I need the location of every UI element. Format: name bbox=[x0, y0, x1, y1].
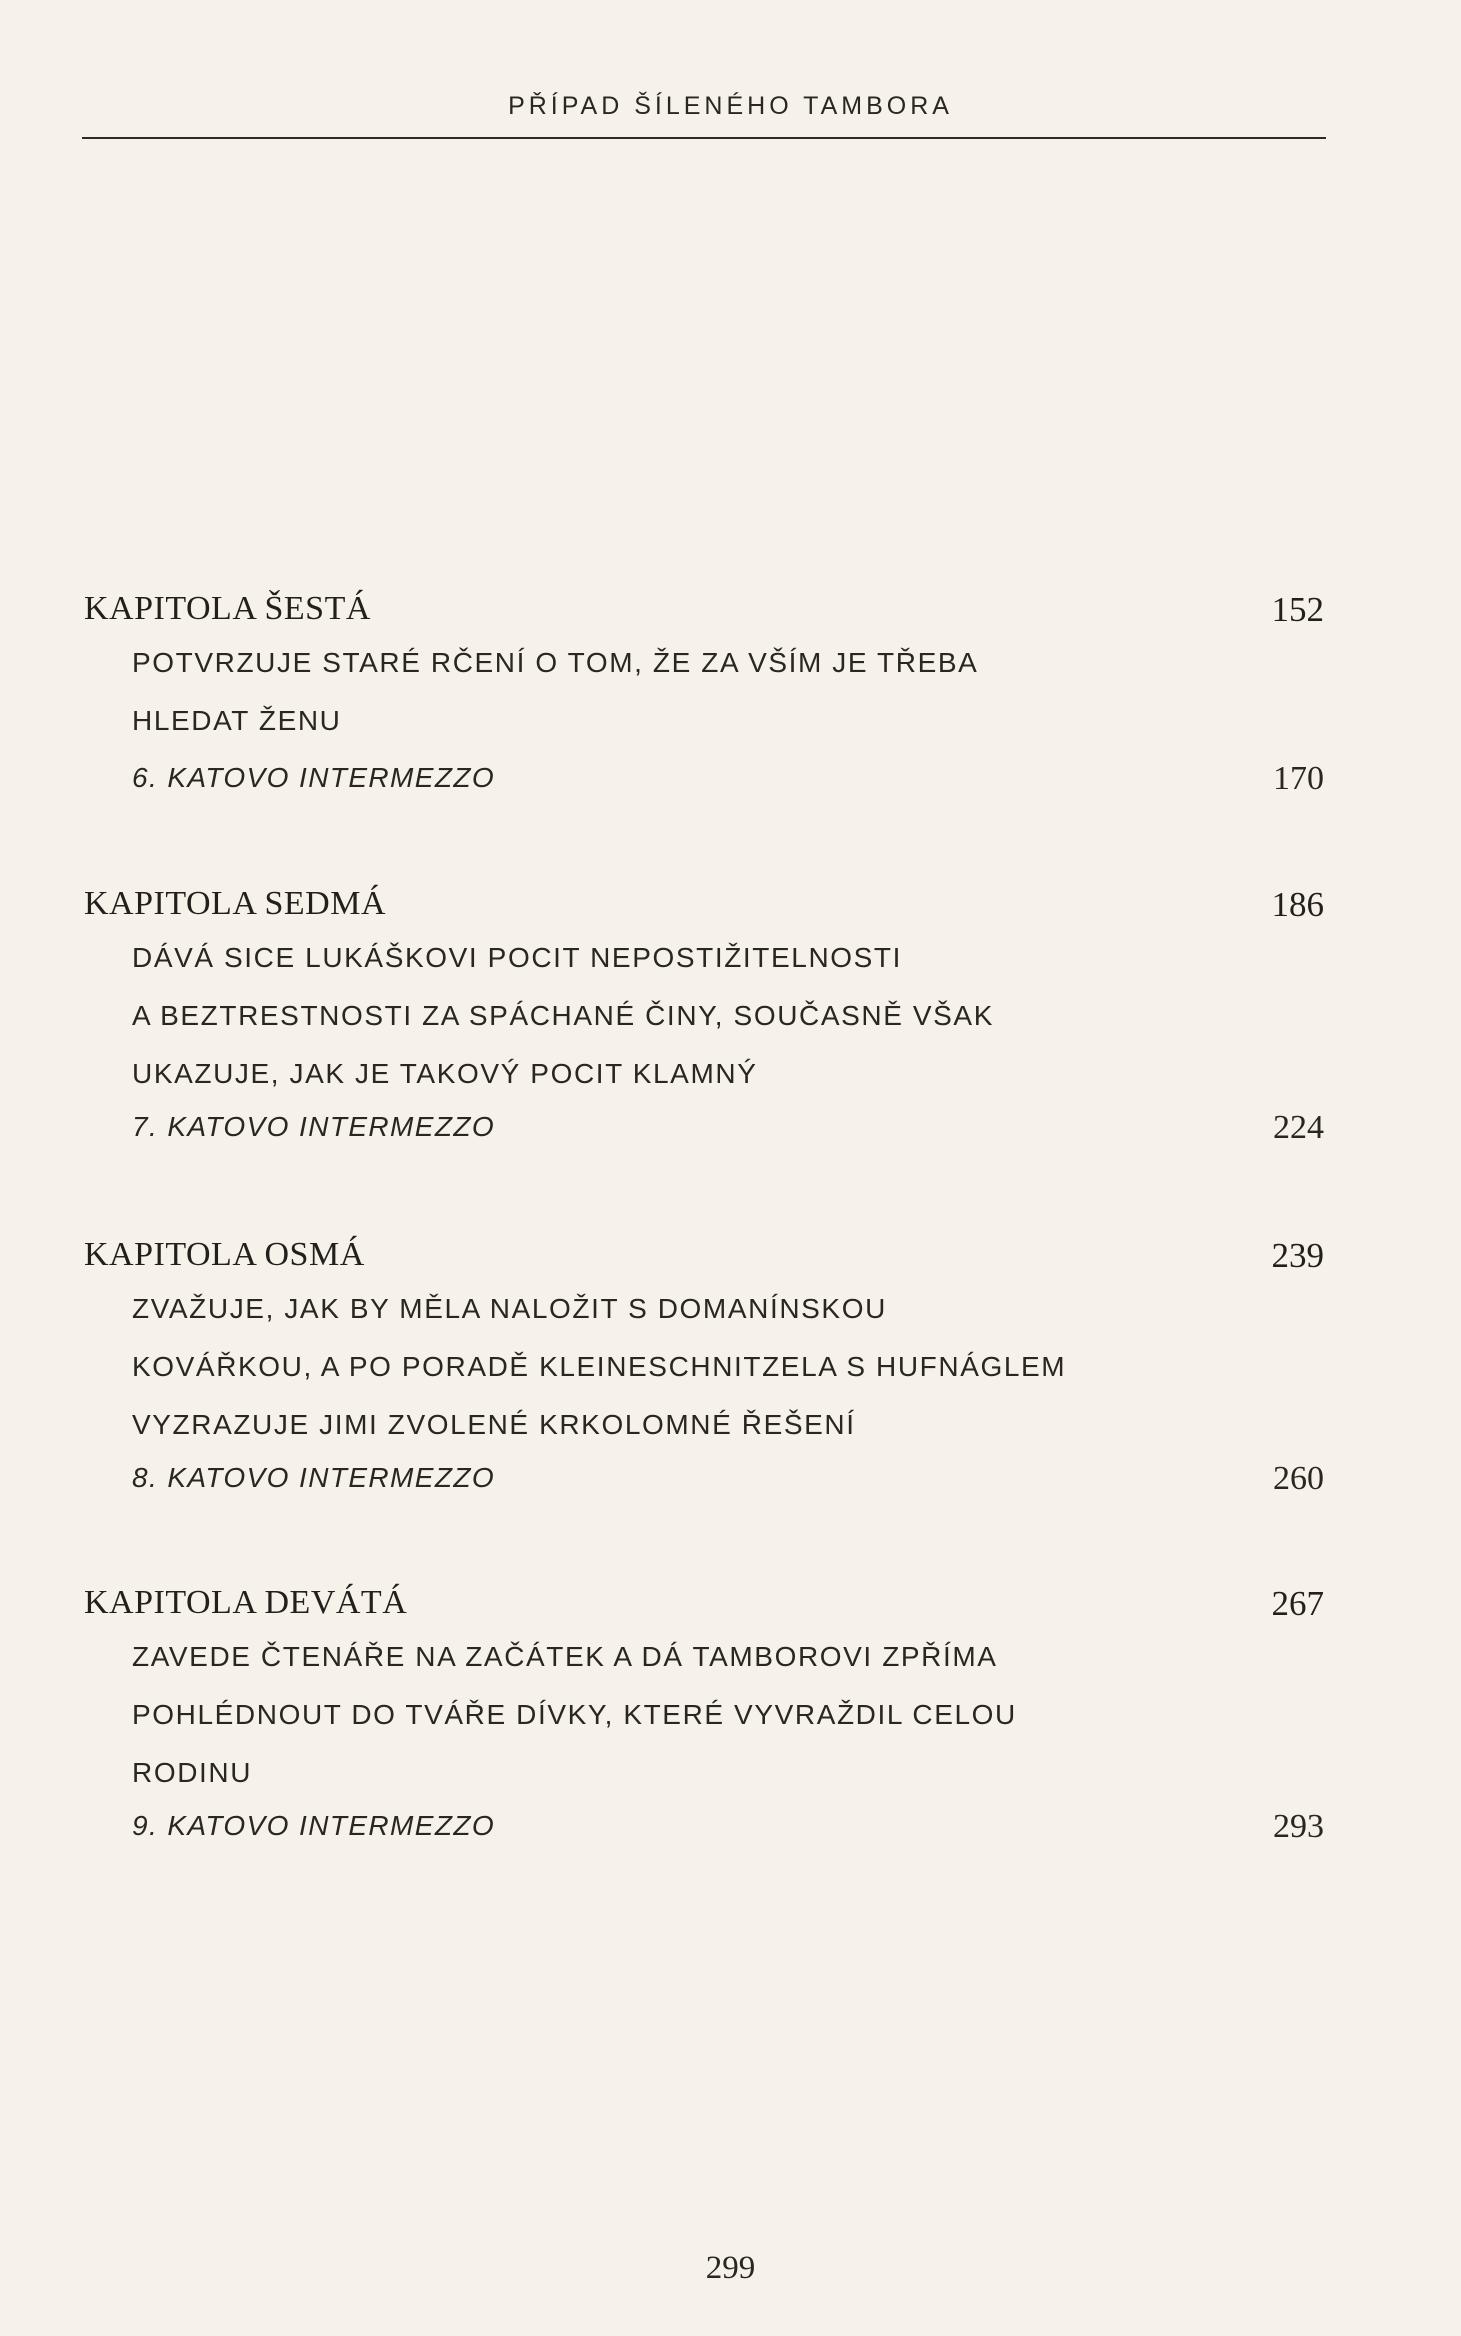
chapter-heading bbox=[84, 590, 1324, 640]
description-line: RODINU bbox=[132, 1757, 253, 1788]
intermezzo-page-number: 260 bbox=[1273, 1460, 1324, 1497]
chapter-description bbox=[132, 1280, 1272, 1454]
intermezzo-entry bbox=[132, 762, 1324, 812]
intermezzo-title: 8. KATOVO INTERMEZZO bbox=[132, 1462, 496, 1493]
description-line: DÁVÁ SICE LUKÁŠKOVI POCIT NEPOSTIŽITELNOSTI bbox=[132, 942, 903, 973]
chapter-page-number: 239 bbox=[1271, 1236, 1324, 1275]
chapter-page-number: 267 bbox=[1271, 1584, 1324, 1623]
description-line: ZVAŽUJE, JAK BY MĚLA NALOŽIT S DOMANÍNSKOU bbox=[132, 1293, 887, 1324]
description-line: KOVÁŘKOU, A PO PORADĚ KLEINESCHNITZELA S HUFNÁGLEM bbox=[132, 1351, 1067, 1382]
chapter-title: KAPITOLA ŠESTÁ bbox=[84, 590, 371, 627]
chapter-page-number: 152 bbox=[1271, 590, 1324, 629]
intermezzo-entry bbox=[132, 1111, 1324, 1161]
chapter-title: KAPITOLA OSMÁ bbox=[84, 1236, 365, 1273]
intermezzo-page-number: 293 bbox=[1273, 1808, 1324, 1845]
running-head: PŘÍPAD ŠÍLENÉHO TAMBORA bbox=[508, 92, 953, 120]
intermezzo-title: 6. KATOVO INTERMEZZO bbox=[132, 762, 496, 793]
chapter-title: KAPITOLA SEDMÁ bbox=[84, 885, 387, 922]
chapter-heading bbox=[84, 1236, 1324, 1286]
description-line: UKAZUJE, JAK JE TAKOVÝ POCIT KLAMNÝ bbox=[132, 1058, 758, 1089]
chapter-heading bbox=[84, 1584, 1324, 1634]
page-number: 299 bbox=[705, 2250, 756, 2286]
chapter-description bbox=[132, 1628, 1272, 1802]
description-line: POTVRZUJE STARÉ RČENÍ O TOM, ŽE ZA VŠÍM JE TŘEBA bbox=[132, 647, 979, 678]
chapter-title: KAPITOLA DEVÁTÁ bbox=[84, 1584, 408, 1621]
chapter-description bbox=[132, 929, 1272, 1103]
intermezzo-page-number: 224 bbox=[1273, 1109, 1324, 1146]
description-line: ZAVEDE ČTENÁŘE NA ZAČÁTEK A DÁ TAMBOROVI ZPŘÍMA bbox=[132, 1641, 998, 1672]
description-line: HLEDAT ŽENU bbox=[132, 705, 342, 736]
intermezzo-title: 7. KATOVO INTERMEZZO bbox=[132, 1111, 496, 1142]
description-line: VYZRAZUJE JIMI ZVOLENÉ KRKOLOMNÉ ŘEŠENÍ bbox=[132, 1409, 856, 1440]
intermezzo-entry bbox=[132, 1810, 1324, 1860]
header-rule bbox=[82, 137, 1326, 139]
chapter-heading bbox=[84, 885, 1324, 935]
chapter-description bbox=[132, 634, 1272, 750]
intermezzo-entry bbox=[132, 1462, 1324, 1512]
intermezzo-title: 9. KATOVO INTERMEZZO bbox=[132, 1810, 496, 1841]
intermezzo-page-number: 170 bbox=[1273, 760, 1324, 797]
description-line: POHLÉDNOUT DO TVÁŘE DÍVKY, KTERÉ VYVRAŽDIL CELOU bbox=[132, 1699, 1017, 1730]
chapter-page-number: 186 bbox=[1271, 885, 1324, 924]
description-line: A BEZTRESTNOSTI ZA SPÁCHANÉ ČINY, SOUČASNĚ VŠAK bbox=[132, 1000, 994, 1031]
